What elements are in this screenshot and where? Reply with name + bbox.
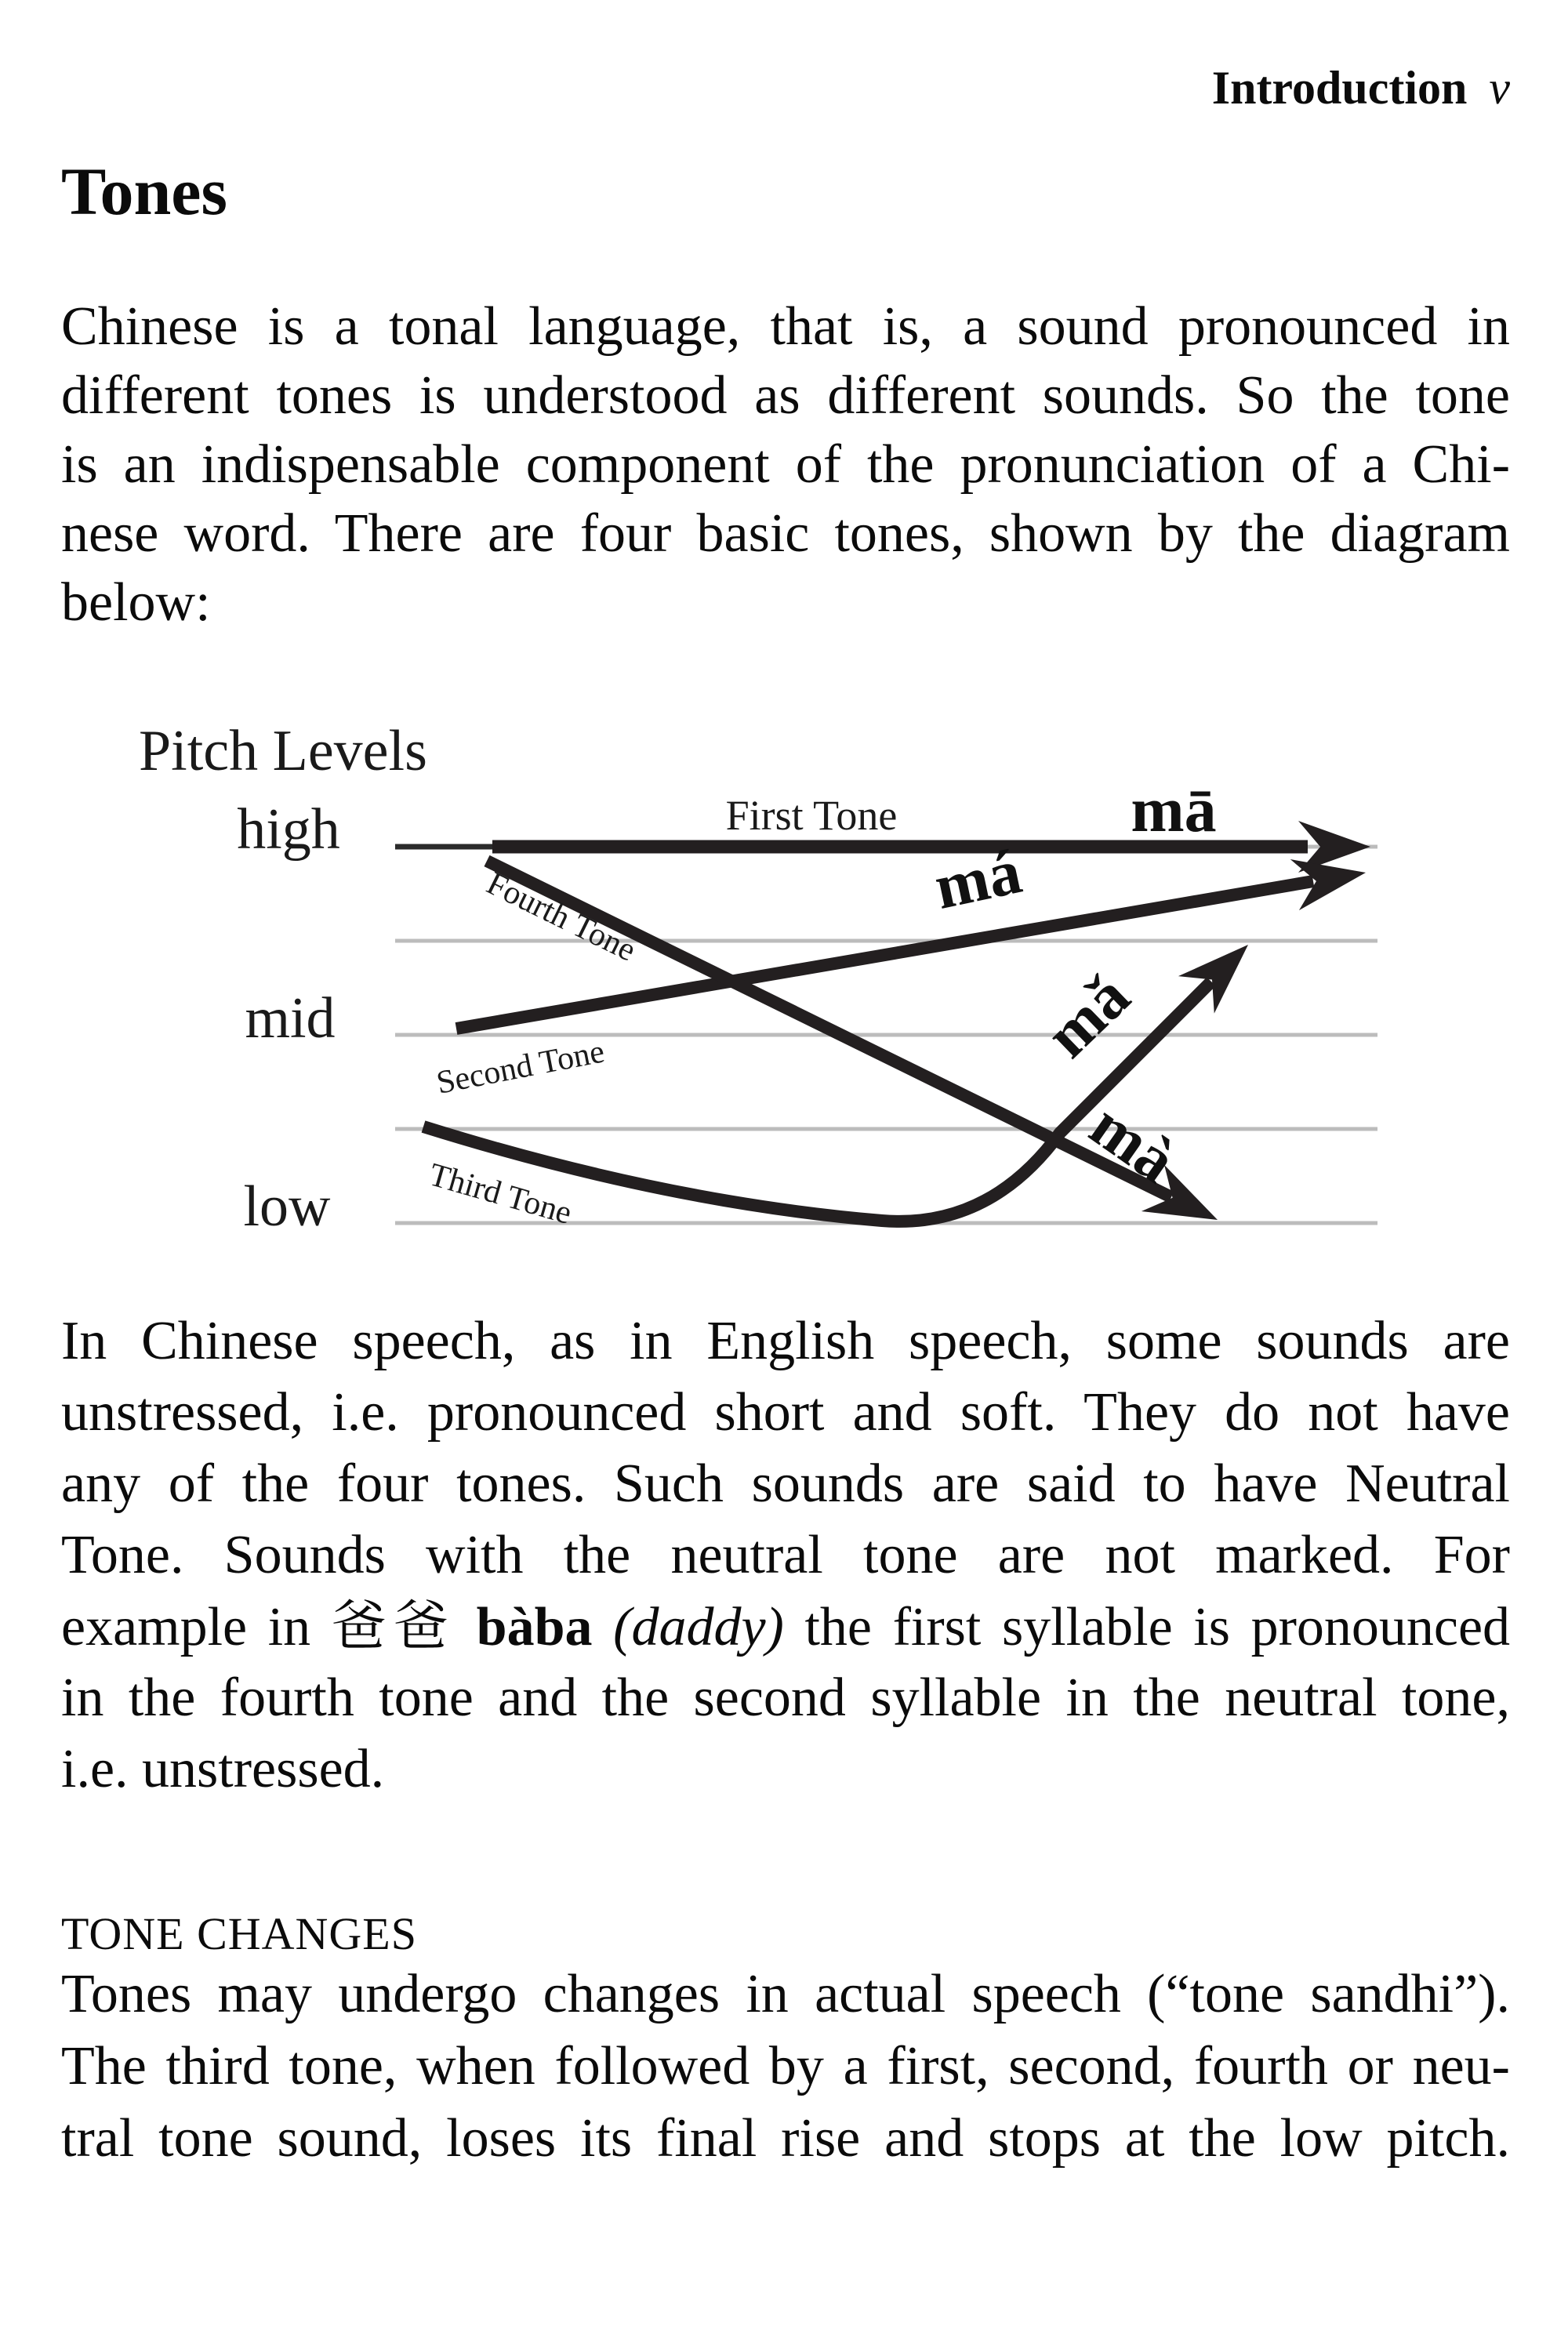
text-line	[61, 2103, 1510, 2175]
text-segment: In Chinese speech, as in English speech, some sounds are	[61, 1311, 1510, 1371]
pitch-label-low: low	[243, 1174, 331, 1239]
text-segment: in the fourth tone and the second syllable in the neutral tone,	[61, 1668, 1510, 1728]
text-line	[61, 1958, 1510, 2031]
pitch-label-mid: mid	[245, 986, 336, 1051]
text-segment: (daddy)	[613, 1597, 784, 1657]
text-segment: Tone. Sounds with the neutral tone are not marked. For	[61, 1525, 1510, 1585]
text-line	[61, 1662, 1510, 1733]
text-segment: unstressed, i.e. pronounced short and soft. They do not have	[61, 1382, 1510, 1443]
text-segment: nese word. There are four basic tones, shown by the diagram	[61, 503, 1510, 564]
text-line	[61, 1305, 1510, 1377]
text-segment: is an indispensable component of the pronunciation of a Chi-	[61, 434, 1510, 495]
paragraph-tone-changes	[61, 1958, 1510, 2175]
text-line	[61, 2031, 1510, 2103]
diagram-title: Pitch Levels	[139, 719, 427, 783]
first-tone-label: First Tone	[725, 792, 898, 839]
section-name: Introduction	[1211, 62, 1468, 114]
text-segment: the first syllable is pronounced	[783, 1597, 1511, 1657]
tone-diagram	[0, 706, 1568, 1301]
text-segment: i.e. unstressed.	[61, 1739, 385, 1799]
text-line	[61, 1448, 1510, 1519]
page-number: v	[1489, 62, 1510, 114]
text-segment: tral tone sound, loses its final rise and stops at the low pitch.	[61, 2108, 1510, 2169]
pitch-label-high: high	[237, 797, 340, 862]
third-tone-label: Third Tone	[425, 1156, 576, 1232]
text-segment: different tones is understood as different sounds. So the tone	[61, 365, 1510, 426]
first-tone-syllable: mā	[1131, 774, 1217, 845]
text-line	[61, 568, 1510, 637]
text-segment: any of the four tones. Such sounds are said to have Neutral	[61, 1454, 1510, 1514]
text-segment	[593, 1597, 614, 1657]
text-line	[61, 499, 1510, 568]
second-tone-label: Second Tone	[434, 1033, 608, 1102]
text-segment: The third tone, when followed by a first, second, fourth or neu-	[61, 2036, 1510, 2096]
text-segment: example in	[61, 1597, 332, 1657]
text-segment: Tones may undergo changes in actual speech (“tone sandhi”).	[61, 1964, 1510, 2024]
fourth-tone-syllable: mà	[1077, 1088, 1189, 1197]
page-title: Tones	[61, 154, 227, 229]
section-heading: TONE CHANGES	[61, 1908, 417, 1959]
paragraph-intro	[61, 292, 1510, 637]
text-line	[61, 430, 1510, 499]
text-line	[61, 1519, 1510, 1591]
text-line	[61, 1377, 1510, 1448]
text-line	[61, 1733, 1510, 1805]
text-line	[61, 361, 1510, 430]
text-segment: below:	[61, 572, 211, 633]
third-tone-syllable: mǎ	[1031, 960, 1143, 1071]
running-header	[1212, 60, 1510, 115]
fourth-tone-label: Fourth Tone	[481, 865, 641, 969]
second-tone-syllable: má	[928, 835, 1028, 923]
text-segment	[456, 1597, 477, 1657]
text-segment: 爸爸	[331, 1594, 456, 1658]
text-segment: bàba	[476, 1597, 593, 1657]
text-line	[61, 292, 1510, 361]
text-line	[61, 1591, 1510, 1662]
text-segment: Chinese is a tonal language, that is, a sound pronounced in	[61, 296, 1510, 357]
paragraph-neutral-tone	[61, 1305, 1510, 1805]
